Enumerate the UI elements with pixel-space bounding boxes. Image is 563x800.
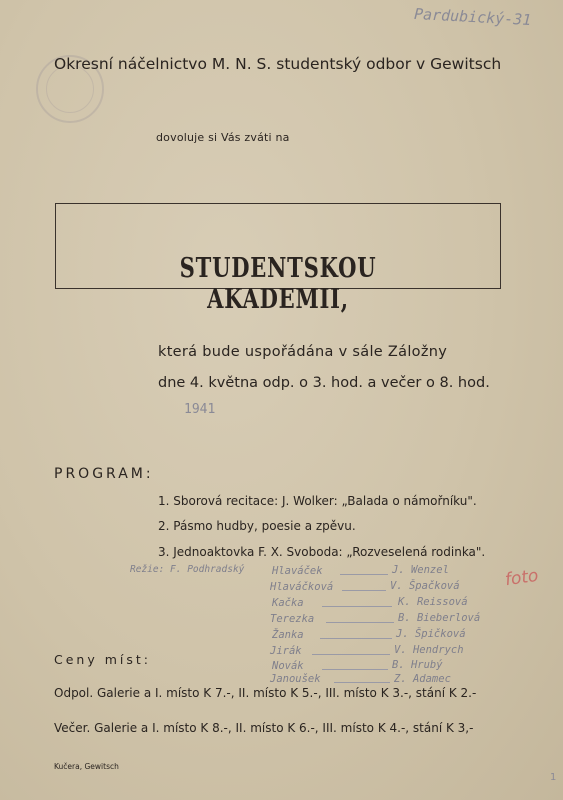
cast-actor: J. Wenzel [392, 564, 449, 576]
cast-dash [334, 682, 390, 683]
cast-dash [322, 606, 392, 607]
cast-dash [312, 654, 390, 655]
cast-actor: Z. Adamec [394, 673, 451, 685]
title-box [55, 203, 501, 315]
venue-line: která bude uspořádána v sále Záložny [158, 344, 448, 360]
cast-role: Kačka [272, 597, 304, 609]
cast-dash [320, 638, 392, 639]
program-item: 1. Sborová recitace: J. Wolker: „Balada o námořníku". [158, 494, 477, 508]
archive-note: Pardubický-31 [413, 4, 532, 30]
cast-role: Žanka [272, 629, 304, 641]
printer-imprint: Kučera, Gewitsch [54, 762, 119, 771]
cast-actor: B. Hrubý [392, 659, 443, 671]
date-line: dne 4. května odp. o 3. hod. a večer o 8. hod. [158, 375, 490, 391]
invitation-line: dovoluje si Vás zváti na [156, 131, 290, 144]
cast-role: Terezka [270, 613, 315, 625]
year-note: 1941 [184, 402, 216, 417]
cast-role: Jirák [270, 645, 302, 657]
program-item: 3. Jednoaktovka F. X. Svoboda: „Rozveselená rodinka". [158, 545, 486, 559]
cast-role: Janoušek [270, 673, 321, 685]
cast-actor: V. Hendrych [394, 644, 464, 656]
cast-actor: V. Špačková [390, 580, 460, 592]
foto-note: foto [503, 565, 540, 591]
cast-role: Hlaváčková [270, 581, 334, 593]
margin-mark: 1 [550, 772, 557, 783]
program-item: 2. Pásmo hudby, poesie a zpěvu. [158, 519, 356, 533]
cast-dash [322, 669, 388, 670]
cast-role: Hlaváček [272, 565, 323, 577]
cast-actor: B. Bieberlová [398, 612, 481, 624]
director-note: Režie: F. Podhradský [130, 564, 245, 575]
issuer-header: Okresní náčelnictvo M. N. S. studentský odbor v Gewitsch [54, 55, 502, 73]
program-label: PROGRAM: [54, 466, 154, 482]
cast-actor: K. Reissová [398, 596, 468, 608]
event-title: STUDENTSKOU AKADEMII, [179, 253, 377, 315]
price-line-evening: Večer. Galerie a I. místo K 8.-, II. místo K 6.-, III. místo K 4.-, stání K 3,- [54, 721, 474, 735]
cast-dash [342, 590, 386, 591]
cast-actor: J. Špičková [396, 628, 466, 640]
cast-role: Novák [272, 660, 304, 672]
cast-dash [340, 574, 388, 575]
price-line-afternoon: Odpol. Galerie a I. místo K 7.-, II. místo K 5.-, III. místo K 3.-, stání K 2.- [54, 686, 477, 700]
cast-dash [326, 622, 394, 623]
prices-label: Ceny míst: [54, 652, 151, 667]
